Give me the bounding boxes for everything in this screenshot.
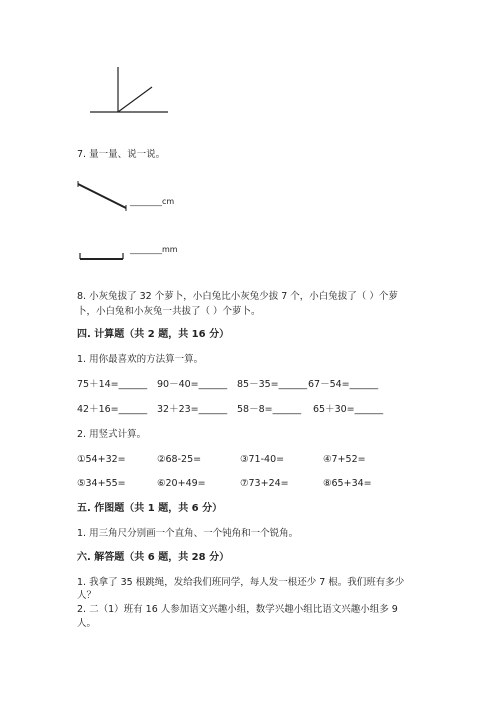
vertical-calc-item: ⑦73+24=	[240, 478, 289, 489]
vertical-calc-item: ④7+52=	[323, 454, 366, 465]
q8-line1: 8. 小灰兔拔了 32 个萝卜，小白兔比小灰兔少拔 7 个，小白兔拔了（ ）个萝	[77, 291, 398, 302]
calc-item: 85－35=______	[237, 379, 308, 390]
calc-item: 90－40=______	[157, 379, 228, 390]
vertical-calc-item: ⑤34+55=	[77, 478, 126, 489]
section5-header: 五. 作图题（共 1 题，共 6 分）	[77, 503, 223, 514]
calc-item: 67－54=______	[308, 379, 379, 390]
section4-header: 四. 计算题（共 2 题，共 16 分）	[77, 329, 230, 340]
segment-1	[78, 181, 126, 211]
vertical-calc-item: ⑥20+49=	[157, 478, 206, 489]
calc-item: 32＋23=______	[157, 404, 228, 415]
vertical-calc-item: ②68-25=	[157, 454, 202, 465]
q7-title: 7. 量一量、说一说。	[77, 149, 166, 160]
section6-q1-line1: 1. 我拿了 35 根跳绳，发给我们班同学，每人发一根还少 7 根。我们班有多少	[77, 577, 405, 588]
section6-q1-line2: 人？	[77, 590, 97, 601]
section4-q2-title: 2. 用竖式计算。	[77, 429, 147, 440]
q8-line2: 卜，小白兔和小灰兔一共拔了（ ）个萝卜。	[77, 306, 261, 317]
q7-answer-mm: ________mm	[130, 245, 178, 254]
vertical-calc-item: ⑧65+34=	[323, 478, 372, 489]
section6-q2-line1: 2. 二（1）班有 16 人参加语文兴趣小组，数学兴趣小组比语文兴趣小组多 9	[77, 604, 398, 615]
q7-answer-cm: ________cm	[130, 197, 175, 206]
calc-item: 75＋14=______	[77, 379, 148, 390]
segment-2	[80, 253, 123, 259]
calc-item: 65＋30=______	[313, 404, 384, 415]
section6-header: 六. 解答题（共 6 题，共 28 分）	[77, 552, 230, 563]
section6-q2-line2: 人。	[77, 618, 97, 629]
vertical-calc-item: ③71-40=	[240, 454, 285, 465]
calc-item: 42＋16=______	[77, 404, 148, 415]
section5-q1: 1. 用三角尺分别画一个直角、一个钝角和一个锐角。	[77, 528, 299, 539]
section4-q1-title: 1. 用你最喜欢的方法算一算。	[77, 354, 204, 365]
calc-item: 58－8=______	[237, 404, 302, 415]
vertical-calc-item: ①54+32=	[77, 454, 126, 465]
angle-figure	[90, 67, 168, 112]
